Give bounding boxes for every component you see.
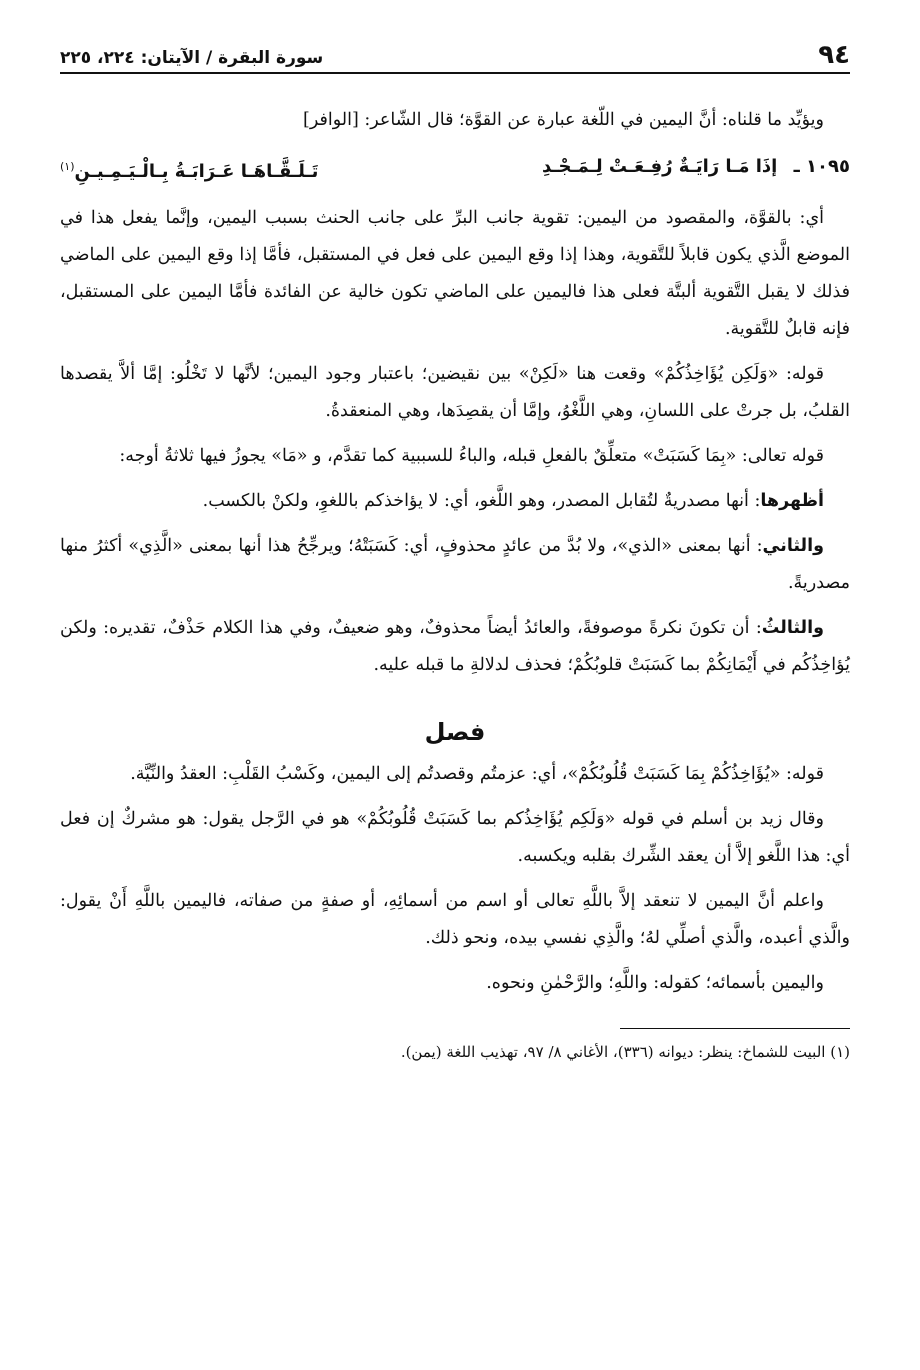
section-paragraph: واعلم أنَّ اليمين لا تنعقد إلاَّ باللَّهِ تعالى أو اسم من أسمائِهِ، أو صفةٍ من صفاته، فاليمين باللَّهِ أَنْ يقول: والَّذي أعبده، والَّذي أصلِّي لهُ؛ والَّذِي نفسي بيده، ونحو ذلك. — [60, 891, 850, 948]
section-heading: فصل — [424, 718, 486, 746]
running-title: سورة البقرة / الآيتان: ٢٢٤، ٢٢٥ — [60, 48, 333, 68]
section-paragraph: واليمين بأسمائه؛ كقوله: واللَّهِ؛ والرَّحْمٰنِ ونحوه. — [486, 973, 824, 993]
verse-second-half — [60, 147, 318, 192]
poetry-verse — [60, 147, 850, 192]
book-page — [60, 30, 850, 1360]
paragraph: أي: بالقوَّة، والمقصود من اليمين: تقوية جانب البرِّ على جانب الحنث بسبب اليمين، وإنَّما يفعل هذا في الموضع الَّذي يكون قابلاً للتَّقوية، وهذا إذا وقع اليمين على فعل في المستقبل، فأمَّا إذا وقع اليمين على الماضي فذلك لا يقبل التَّقوية ألبتَّة فعلى هذا فاليمين على الماضي تكون خالية عن الفائدة فأمَّا اليمين على المستقبل، فإنه قابلٌ للتَّقوية. — [60, 208, 850, 339]
opinion-label: والثاني — [762, 536, 824, 556]
section-paragraph: وقال زيد بن أسلم في قوله «وَلَكِم يُؤَاخِذُكم بما كَسَبَتْ قُلُوبُكُمْ» هو في الرَّجل يقول: هو مشركٌ إن فعل أي: هذا اللَّغو إلاَّ أن يعقد الشِّرك بقلبه ويكسبه. — [60, 809, 850, 866]
hemistich-2: تَـلَـقَّـاهَـا عَـرَابَـةُ بِـالْـيَـمِـيـنِ — [74, 161, 319, 182]
page-header — [60, 30, 850, 74]
opinion-text: : أنها مصدريةٌ لتُقابل المصدر، وهو اللَّغو، أي: لا يؤاخذكم باللغوِ، ولكنْ بالكسب. — [202, 491, 761, 511]
paragraph: قوله: «وَلَكِن يُؤَاخِذُكُمْ» وقعت هنا «لَكِنْ» بين نقيضين؛ باعتبار وجود اليمين؛ لأنَّها لا تَخْلُو: إمَّا ألاَّ يقصدها القلبُ، بل جرتْ على اللسانِ، وهي اللَّغْوُ، وإمَّا أن يقصِدَها، وهي المنعقدةُ. — [60, 364, 850, 421]
verse-number: ١٠٩٥ ـ — [793, 156, 850, 177]
footnote: (١) البيت للشماخ: ينظر: ديوانه (٣٣٦)، الأغاني ٨/ ٩٧، تهذيب اللغة (يمن). — [400, 1043, 850, 1061]
hemistich-1: إذَا مَـا رَايَـةٌ رُفِـعَـتْ لِـمَـجْـدِ — [541, 156, 778, 177]
page-number: ٩٤ — [808, 42, 850, 68]
intro-paragraph: ويؤيِّد ما قلناه: أنَّ اليمين في اللّغة عبارة عن القوَّة؛ قال الشّاعر: [الوافر] — [303, 110, 824, 130]
opinion-paragraph — [60, 483, 850, 520]
footnote-divider — [620, 1028, 850, 1029]
opinion-paragraph — [60, 528, 850, 602]
opinion-label: أظهرها — [760, 491, 824, 511]
main-text — [60, 102, 850, 1067]
section-paragraph: قوله: «يُؤَاخِذُكُمْ بِمَا كَسَبَتْ قُلُوبُكُمْ»، أي: عزمتُم وقصدتُم إلى اليمين، وكَسْبُ القَلْبِ: العقدُ والنِّيَّة. — [130, 764, 824, 784]
footnote-ref: (١) — [60, 160, 75, 173]
opinion-text: : أنها بمعنى «الذي»، ولا بُدَّ من عائدٍ محذوفٍ، أي: كَسَبَتْهُ؛ ويرجِّحُ هذا أنها بمعنى «الَّذِي» أكثرُ منها مصدريةً. — [60, 536, 850, 593]
opinion-text: : أن تكونَ نكرةً موصوفةً، والعائدُ أيضاً محذوفٌ، وهو ضعيفٌ، وفي هذا الكلام حَذْفٌ، تقديره: ولكن يُؤاخِذُكُم في أَيْمَانِكُمْ بما كَسَبَتْ قلوبُكُمْ؛ فحذف لدلالةِ ما قبله عليه. — [60, 618, 850, 675]
paragraph: قوله تعالى: «بِمَا كَسَبَتْ» متعلِّقٌ بالفعلِ قبله، والباءُ للسببية كما تقدَّم، و «مَا» يجوزُ فيها ثلاثةُ أوجه: — [119, 446, 824, 466]
opinion-paragraph — [60, 610, 850, 684]
opinion-label: والثالثُ — [761, 618, 824, 638]
verse-first-half — [542, 147, 850, 192]
